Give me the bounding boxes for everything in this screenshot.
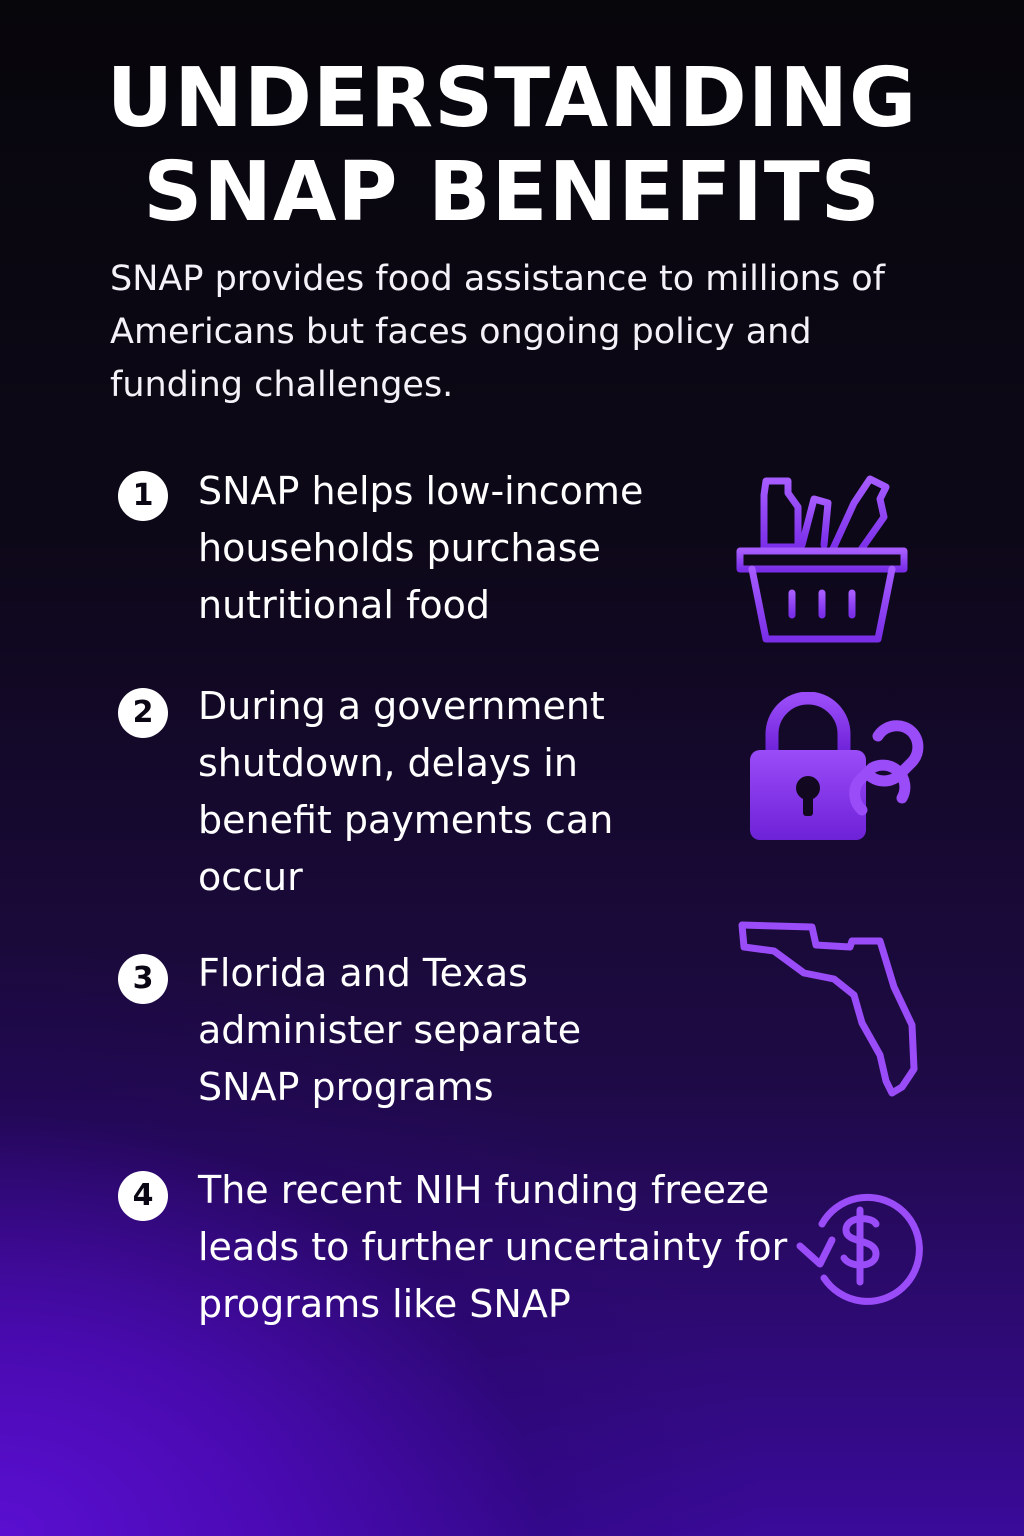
list-item-3	[0, 945, 1024, 1125]
item-text: Florida and Texas administer separate SNAP programs	[198, 951, 582, 1109]
list-item-4	[0, 1162, 1024, 1342]
page-title	[0, 52, 1024, 240]
list-item-1	[0, 463, 1024, 643]
florida-map-icon	[734, 917, 919, 1102]
item-number-badge: 3	[118, 954, 168, 1004]
item-number-badge: 4	[118, 1171, 168, 1221]
item-number-badge: 2	[118, 688, 168, 738]
intro-text: SNAP provides food assistance to millions of Americans but faces ongoing policy and funding challenges.	[110, 259, 885, 405]
padlock-chain-icon	[744, 692, 929, 842]
title-line-2: SNAP BENEFITS	[143, 145, 881, 240]
dollar-refresh-icon	[794, 1182, 924, 1307]
title-line-1: UNDERSTANDING	[106, 51, 918, 146]
item-text: During a government shutdown, delays in benefit payments can occur	[198, 684, 614, 899]
grocery-basket-icon	[732, 473, 912, 648]
item-number-badge: 1	[118, 471, 168, 521]
item-text: SNAP helps low-income households purchase nutritional food	[198, 469, 644, 627]
list-item-2	[0, 678, 1024, 908]
item-text: The recent NIH funding freeze leads to further uncertainty for programs like SNAP	[198, 1168, 788, 1326]
